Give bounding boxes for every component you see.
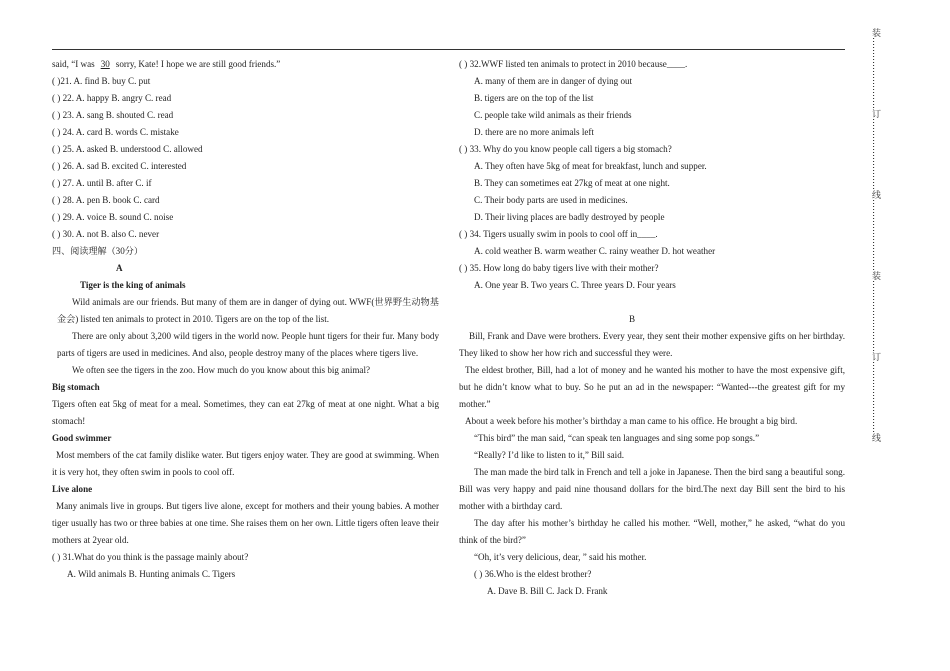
passage-b-paragraph-7: The day after his mother’s birthday he called his mother. “Well, mother,” he asked, “what do you think of the bird?” [459, 518, 845, 545]
question-34: ( ) 34. Tigers usually swim in pools to cool off in____. [459, 229, 658, 239]
option-25: ( ) 25. A. asked B. understood C. allowed [52, 144, 203, 154]
top-rule [52, 49, 845, 50]
q33-option-a: A. They often have 5kg of meat for breakfast, lunch and supper. [474, 161, 707, 171]
option-21: ( )21. A. find B. buy C. put [52, 76, 151, 86]
q32-option-c: C. people take wild animals as their friends [474, 110, 632, 120]
paragraph-4: Tigers often eat 5kg of meat for a meal. Sometimes, they can eat 27kg of meat at one night. What a big stomach! [52, 399, 439, 426]
passage-b-paragraph-1: Bill, Frank and Dave were brothers. Every year, they sent their mother expensive gifts on her birthday. They liked to show her how rich and successful they were. [459, 331, 845, 358]
passage-b-paragraph-4: “This bird” the man said, “can speak ten languages and sing some pop songs.” [474, 433, 760, 443]
question-36: ( ) 36.Who is the eldest brother? [474, 569, 592, 579]
cloze-text-before: said, “I was [52, 59, 95, 69]
q33-option-c: C. Their body parts are used in medicines. [474, 195, 628, 205]
q33-option-d: D. Their living places are badly destroyed by people [474, 212, 665, 222]
option-28: ( ) 28. A. pen B. book C. card [52, 195, 160, 205]
cloze-blank: 30 [100, 59, 110, 69]
question-34-options: A. cold weather B. warm weather C. rainy weather D. hot weather [474, 246, 716, 256]
option-26: ( ) 26. A. sad B. excited C. interested [52, 161, 187, 171]
question-35: ( ) 35. How long do baby tigers live with their mother? [459, 263, 659, 273]
question-31-options: A. Wild animals B. Hunting animals C. Tigers [67, 569, 236, 579]
binding-line: 装……………………订……………………线……………………装……………………订……………………线 [870, 28, 880, 442]
q32-option-d: D. there are no more animals left [474, 127, 594, 137]
paragraph-5: Most members of the cat family dislike water. But tigers enjoy water. They are good at swimming. When it is very hot, they often swim in pools to cool off. [52, 450, 439, 477]
question-31: ( ) 31.What do you think is the passage mainly about? [52, 552, 249, 562]
question-33: ( ) 33. Why do you know people call tigers a big stomach? [459, 144, 672, 154]
subheading-good-swimmer: Good swimmer [52, 433, 112, 443]
passage-a-title: Tiger is the king of animals [80, 280, 186, 290]
question-32: ( ) 32.WWF listed ten animals to protect in 2010 because____. [459, 59, 688, 69]
subheading-live-alone: Live alone [52, 484, 93, 494]
paragraph-3: We often see the tigers in the zoo. How much do you know about this big animal? [72, 365, 371, 375]
option-29: ( ) 29. A. voice B. sound C. noise [52, 212, 174, 222]
q32-option-a: A. many of them are in danger of dying out [474, 76, 633, 86]
passage-b-paragraph-3: About a week before his mother’s birthday a man came to his office. He brought a big bird. [465, 416, 798, 426]
option-24: ( ) 24. A. card B. words C. mistake [52, 127, 179, 137]
option-22: ( ) 22. A. happy B. angry C. read [52, 93, 172, 103]
passage-b-label: B [628, 314, 636, 324]
passage-b-paragraph-2: The eldest brother, Bill, had a lot of money and he wanted his mother to have the most expensive gift, but he didn’t know what to buy. So he put an ad in the newspaper: “Wanted---the greatest gift for my mother.” [459, 365, 845, 409]
cloze-sentence [52, 56, 439, 73]
option-27: ( ) 27. A. until B. after C. if [52, 178, 152, 188]
option-30: ( ) 30. A. not B. also C. never [52, 229, 160, 239]
passage-b-paragraph-6: The man made the bird talk in French and tell a joke in Japanese. Then the bird sang a beautiful song. Bill was very happy and paid nine thousand dollars for the bird.The next day Bill sent the bird to his mother with a birthday card. [459, 467, 845, 511]
right-column [459, 56, 845, 600]
subheading-big-stomach: Big stomach [52, 382, 100, 392]
q32-option-b: B. tigers are on the top of the list [474, 93, 594, 103]
option-23: ( ) 23. A. sang B. shouted C. read [52, 110, 174, 120]
cloze-text-after: sorry, Kate! I hope we are still good friends.” [115, 59, 281, 69]
paragraph-6: Many animals live in groups. But tigers live alone, except for mothers and their young babies. A mother tiger usually has two or three babies at one time. She raises them on her own. Little tigers often leave their mothers at 2year old. [52, 501, 439, 545]
passage-b-paragraph-8: “Oh, it’s very delicious, dear, ” said his mother. [474, 552, 647, 562]
question-35-options: A. One year B. Two years C. Three years D. Four years [474, 280, 676, 290]
passage-a-label: A [116, 263, 123, 273]
question-36-options: A. Dave B. Bill C. Jack D. Frank [487, 586, 608, 596]
left-column [52, 56, 439, 583]
q33-option-b: B. They can sometimes eat 27kg of meat at one night. [474, 178, 670, 188]
paragraph-1: Wild animals are our friends. But many of them are in danger of dying out. WWF(世界野生动物基金会) listed ten animals to protect in 2010. Tigers are on the top of the list. [57, 297, 439, 324]
paragraph-2: There are only about 3,200 wild tigers in the world now. People hunt tigers for their fur. Many body parts of tigers are used in medicines. And also, people destroy many of the places where tigers live. [57, 331, 439, 358]
section-heading: 四、阅读理解（30分） [52, 246, 143, 256]
passage-b-paragraph-5: “Really? I’d like to listen to it,” Bill said. [474, 450, 625, 460]
